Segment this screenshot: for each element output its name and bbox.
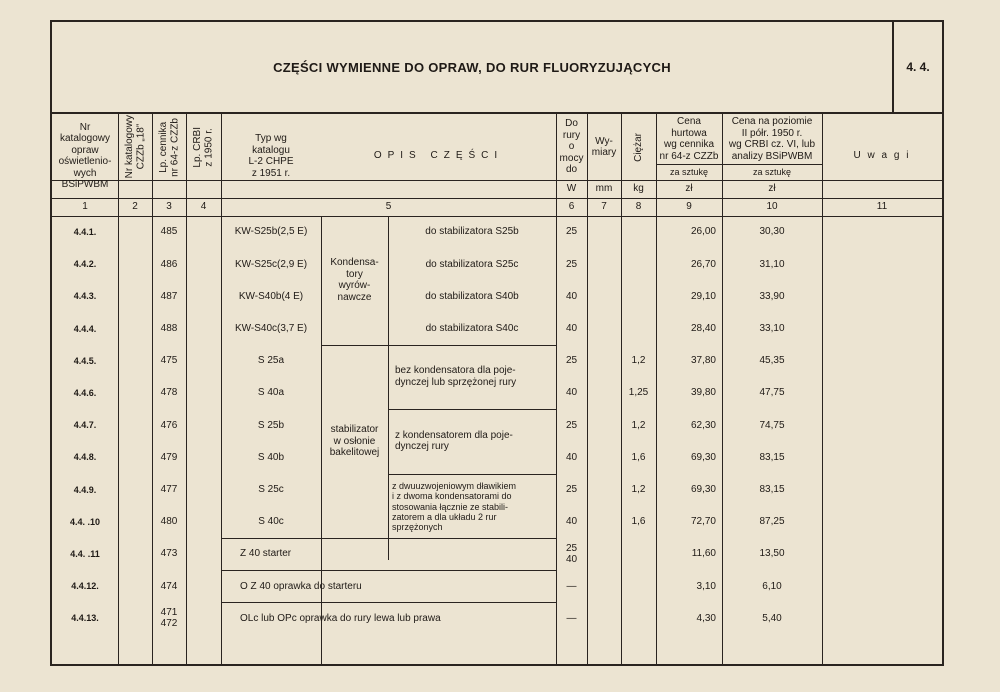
row-ciezar-kg: 1,2: [631, 483, 646, 495]
row-cena-hurtowa: 11,60: [691, 548, 716, 560]
row-cena-hurtowa: 26,70: [690, 258, 716, 270]
row-catalog-nr: 4.4.8.: [73, 452, 97, 463]
row-cena-poziom: 33,10: [759, 322, 785, 334]
row-catalog-nr: 4.4.12.: [71, 581, 99, 592]
col-header-cena-hurtowa: Cena hurtowa wg cennika nr 64-z CZZb: [659, 116, 719, 162]
row-cena-poziom: 13,50: [759, 548, 785, 560]
row-catalog-nr: 4.4.5.: [73, 355, 97, 366]
column-number: 2: [132, 201, 138, 213]
column-number: 7: [601, 201, 607, 213]
column-number: 1: [82, 201, 88, 213]
row-moc-w: —: [566, 612, 577, 624]
row-moc-w: 40: [565, 322, 578, 334]
row-catalog-nr: 4.4.4.: [73, 323, 97, 334]
col-unit-w: W: [566, 183, 577, 195]
row-catalog-nr: 4.4.6.: [73, 387, 97, 398]
row-typ: KW-S25c(2,9 E): [234, 258, 308, 270]
row-moc-w: 25: [565, 419, 578, 431]
row-lp-cennika: 474: [160, 580, 178, 592]
col-header-uwagi: U w a g i: [853, 150, 911, 162]
row-catalog-nr: 4.4.13.: [71, 613, 99, 624]
row-typ: S 25b: [257, 419, 285, 431]
row-ciezar-kg: [621, 540, 656, 568]
col-header-cena-poziom: Cena na poziomie II półr. 1950 r. wg CRBI cz. VI, lub analizy BSiPWBM: [728, 116, 816, 162]
column-number: 11: [876, 201, 888, 213]
row-opis: do stabilizatora S40b: [425, 290, 519, 302]
row-typ: S 40a: [257, 387, 285, 399]
col-header-moc: Do rury o mocy do: [559, 118, 584, 176]
row-ciezar-kg: 1,2: [631, 355, 646, 367]
row-catalog-nr: 4.4.2.: [73, 259, 97, 270]
row-catalog-nr: 4.4. .10: [69, 516, 101, 527]
row-opis: do stabilizatora S40c: [425, 322, 519, 334]
row-moc-w: 25: [565, 483, 578, 495]
column-number: 5: [385, 201, 392, 213]
col-header-czzb: [118, 114, 152, 180]
column-number: 9: [686, 201, 692, 213]
row-moc-w: 40: [565, 516, 578, 528]
row-ciezar-kg: [621, 315, 656, 343]
row-moc-w: 25: [565, 226, 578, 238]
row-ciezar-kg: 1,6: [631, 451, 646, 463]
row-cena-hurtowa: 69,30: [690, 451, 716, 463]
col-header-catalog-nr: Nr katalogowy opraw oświetlenio- wych BSiPWBM: [58, 121, 112, 190]
row-lp-cennika: 477: [160, 483, 178, 495]
col-unit-zl-10: zł: [768, 183, 776, 195]
column-number: 6: [568, 201, 575, 213]
row-cena-hurtowa: 39,80: [690, 387, 716, 399]
row-lp-cennika: 476: [160, 419, 178, 431]
row-cena-hurtowa: 37,80: [690, 355, 716, 367]
row-lp-cennika: 475: [160, 355, 178, 367]
row-ciezar-kg: 1,2: [631, 419, 646, 431]
row-catalog-nr: 4.4.3.: [73, 291, 97, 302]
row-cena-hurtowa: 29,10: [690, 290, 716, 302]
col-header-cennik: [152, 114, 186, 180]
row-cena-hurtowa: 3,10: [696, 580, 716, 592]
row-lp-cennika: 486: [160, 258, 178, 270]
row-cena-poziom: 33,90: [759, 290, 785, 302]
row-cena-hurtowa: 72,70: [690, 516, 716, 528]
row-cena-hurtowa: 62,30: [690, 419, 716, 431]
column-number: 8: [635, 201, 642, 213]
row-lp-cennika: 479: [160, 451, 178, 463]
row-cena-hurtowa: 28,40: [690, 322, 716, 334]
col-sub-za-sztuke-9: za sztukę: [669, 166, 709, 177]
row-cena-poziom: 83,15: [759, 451, 785, 463]
col-header-crbi: [186, 114, 221, 180]
row-typ: OLc lub OPc oprawka do rury lewa lub prawa: [240, 612, 441, 624]
row-divider: [221, 570, 556, 571]
col-header-cennik-text: Lp. cennika nr 64-z CZZb: [157, 117, 180, 177]
row-divider: [52, 216, 942, 217]
col-header-czzb-text: Nr katalogowy CZZb „18”: [123, 115, 146, 179]
group-kondensatory: Kondensa- tory wyrów- nawcze: [330, 257, 379, 303]
row-typ: O Z 40 oprawka do starteru: [240, 580, 362, 592]
row-typ: KW-S25b(2,5 E): [234, 226, 308, 238]
title-row: [52, 22, 942, 114]
row-divider: [388, 409, 556, 410]
row-cena-poziom: 6,10: [762, 580, 782, 592]
row-ciezar-kg: [621, 572, 656, 600]
row-typ: S 25c: [258, 483, 284, 495]
row-moc-w: 40: [565, 451, 578, 463]
row-cena-poziom: 31,10: [759, 258, 785, 270]
row-typ: S 40c: [258, 516, 284, 528]
row-ciezar-kg: [621, 282, 656, 310]
row-lp-cennika: 471 472: [160, 606, 178, 630]
row-moc-w: 40: [565, 290, 578, 302]
row-cena-hurtowa: 4,30: [696, 612, 716, 624]
row-ciezar-kg: [621, 250, 656, 278]
row-lp-cennika: 478: [160, 387, 178, 399]
desc-z-kondensatorem: z kondensatorem dla poje- dynczej rury: [395, 429, 513, 453]
row-cena-poziom: 30,30: [759, 226, 785, 238]
row-catalog-nr: 4.4.7.: [73, 420, 97, 431]
row-cena-hurtowa: 69,30: [690, 483, 716, 495]
col-sub-za-sztuke-10: za sztukę: [752, 166, 792, 177]
row-ciezar-kg: 1,6: [631, 516, 646, 528]
desc-bez-kondensatora: bez kondensatora dla poje- dynczej lub sprzężonej rury: [395, 365, 517, 388]
row-divider: [221, 602, 556, 603]
col-header-crbi-text: Lp. CRBI z 1950 r.: [192, 126, 215, 168]
row-opis: do stabilizatora S25c: [425, 258, 519, 270]
row-moc-w: 25 40: [565, 542, 578, 566]
col-header-wymiary: Wy- miary: [591, 135, 617, 158]
row-typ: KW-S40b(4 E): [238, 290, 304, 302]
row-cena-hurtowa: 26,00: [690, 226, 716, 238]
column-number: 4: [200, 201, 207, 213]
column-divider: [118, 114, 119, 664]
row-cena-poziom: 83,15: [759, 483, 785, 495]
row-divider: [221, 538, 556, 539]
page-title: CZĘŚCI WYMIENNE DO OPRAW, DO RUR FLUORYZUJĄCYCH: [273, 60, 671, 75]
row-ciezar-kg: [621, 218, 656, 246]
row-catalog-nr: 4.4.1.: [73, 226, 97, 237]
row-moc-w: —: [566, 580, 577, 592]
col-header-ciezar-text: Ciężar: [632, 132, 644, 162]
row-catalog-nr: 4.4.9.: [73, 484, 97, 495]
desc-z-dwuuzwojeniowym: z dwuuzwojeniowym dławikiem i z dwoma kondensatorami do stosowania łącznie ze stabili- zatorem a dla układu 2 rur sprzężonych: [392, 480, 517, 533]
row-catalog-nr: 4.4. .11: [70, 548, 100, 559]
row-typ: S 40b: [257, 451, 285, 463]
row-cena-poziom: 45,35: [759, 355, 785, 367]
row-moc-w: 25: [565, 258, 578, 270]
col-header-opis: OPIS CZĘŚCI: [373, 150, 504, 162]
row-cena-poziom: 74,75: [759, 419, 785, 431]
row-typ: KW-S40c(3,7 E): [234, 322, 308, 334]
row-moc-w: 40: [565, 387, 578, 399]
col-header-typ: Typ wg katalogu L-2 CHPE z 1951 r.: [248, 133, 294, 179]
row-lp-cennika: 480: [160, 516, 178, 528]
row-cena-poziom: 5,40: [762, 612, 782, 624]
row-opis: do stabilizatora S25b: [425, 226, 519, 238]
row-typ: Z 40 starter: [240, 548, 292, 560]
row-moc-w: 25: [565, 355, 578, 367]
row-cena-poziom: 47,75: [759, 387, 785, 399]
row-ciezar-kg: 1,25: [628, 387, 649, 399]
row-lp-cennika: 487: [160, 290, 178, 302]
column-divider: [186, 114, 187, 664]
row-lp-cennika: 485: [160, 226, 178, 238]
section-code: 4. 4.: [892, 22, 942, 112]
group-stabilizator: stabilizator w osłonie bakelitowej: [329, 424, 380, 459]
row-divider: [321, 345, 556, 346]
column-number: 3: [166, 201, 172, 213]
column-number: 10: [766, 201, 778, 213]
row-ciezar-kg: [621, 604, 656, 632]
row-cena-poziom: 87,25: [759, 516, 785, 528]
row-lp-cennika: 473: [160, 548, 178, 560]
row-typ: S 25a: [257, 355, 285, 367]
col-unit-zl-9: zł: [685, 183, 693, 195]
col-unit-kg: kg: [633, 183, 644, 195]
col-unit-mm: mm: [595, 183, 613, 195]
row-lp-cennika: 488: [160, 322, 178, 334]
row-divider: [388, 474, 556, 475]
col-header-ciezar: [621, 114, 656, 180]
